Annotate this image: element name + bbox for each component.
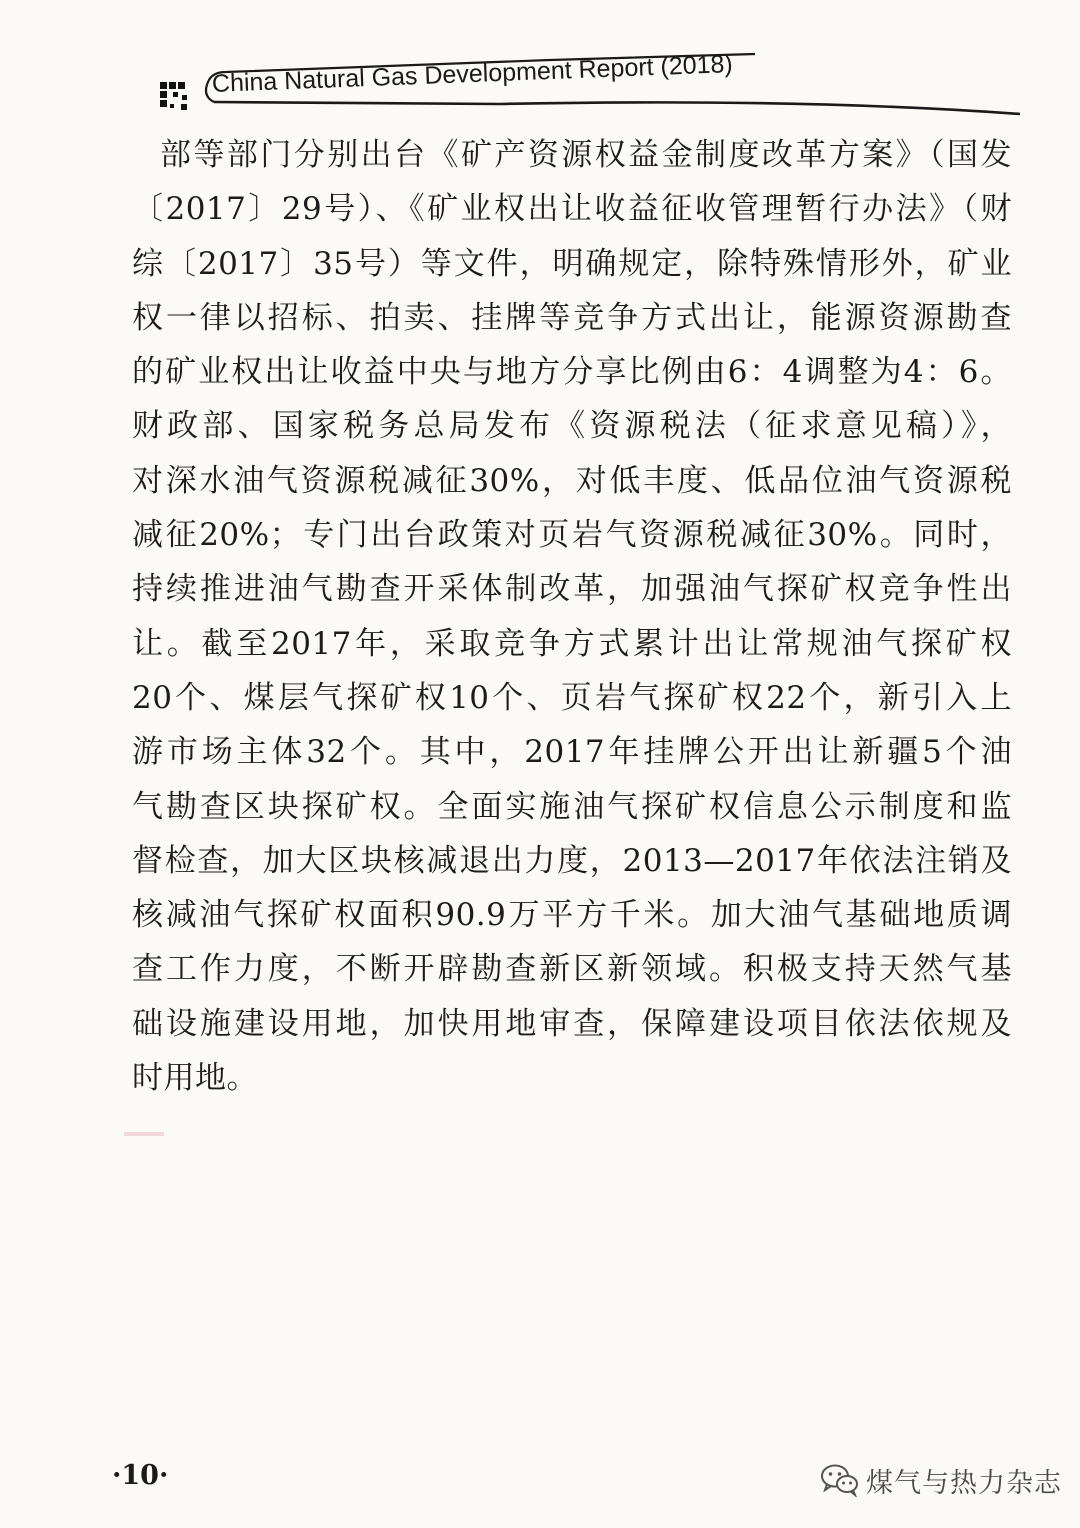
body-line: 的矿业权出让收益中央与地方分享比例由6：4调整为4：6。 (132, 354, 1012, 391)
body-line: 督检查，加大区块核减退出力度，2013—2017年依法注销及 (132, 842, 1012, 879)
faint-ink-mark (124, 1132, 164, 1136)
watermark (820, 1460, 1062, 1500)
body-line: 游市场主体32个。其中，2017年挂牌公开出让新疆5个油 (132, 734, 1012, 771)
body-line: 气勘查区块探矿权。全面实施油气探矿权信息公示制度和监 (132, 788, 1012, 825)
body-line: 综〔2017〕35号）等文件，明确规定，除特殊情形外，矿业 (132, 245, 1012, 282)
body-line: 持续推进油气勘查开采体制改革，加强油气探矿权竞争性出 (132, 571, 1012, 608)
body-line: 时用地。 (132, 1060, 258, 1097)
page-number: ·10· (112, 1460, 169, 1491)
wechat-icon (820, 1463, 860, 1497)
body-line: 查工作力度，不断开辟勘查新区新领域。积极支持天然气基 (132, 951, 1012, 988)
body-line: 20个、煤层气探矿权10个、页岩气探矿权22个，新引入上 (132, 679, 1012, 716)
body-line: 核减油气探矿权面积90.9万平方千米。加大油气基础地质调 (132, 897, 1012, 934)
header-title: China Natural Gas Development Report (2018) (211, 50, 734, 98)
body-line: 财政部、国家税务总局发布《资源税法（征求意见稿）》， (132, 408, 1012, 445)
body-line: 权一律以招标、拍卖、挂牌等竞争方式出让，能源资源勘查 (132, 299, 1012, 336)
body-line: 让。截至2017年，采取竞争方式累计出让常规油气探矿权 (132, 625, 1012, 662)
body-line: 〔2017〕29号）、《矿业权出让收益征收管理暂行办法》（财 (132, 191, 1012, 228)
body-text (132, 128, 1012, 1105)
square-dots-logo-icon (160, 82, 190, 112)
page-header (160, 52, 1040, 122)
body-line: 对深水油气资源税减征30%，对低丰度、低品位油气资源税 (132, 462, 1012, 499)
body-line: 减征20%；专门出台政策对页岩气资源税减征30%。同时， (132, 517, 1012, 554)
body-line: 部等部门分别出台《矿产资源权益金制度改革方案》（国发 (160, 137, 1012, 173)
body-line: 础设施建设用地，加快用地审查，保障建设项目依法依规及 (132, 1005, 1012, 1042)
watermark-text: 煤气与热力杂志 (866, 1467, 1062, 1499)
